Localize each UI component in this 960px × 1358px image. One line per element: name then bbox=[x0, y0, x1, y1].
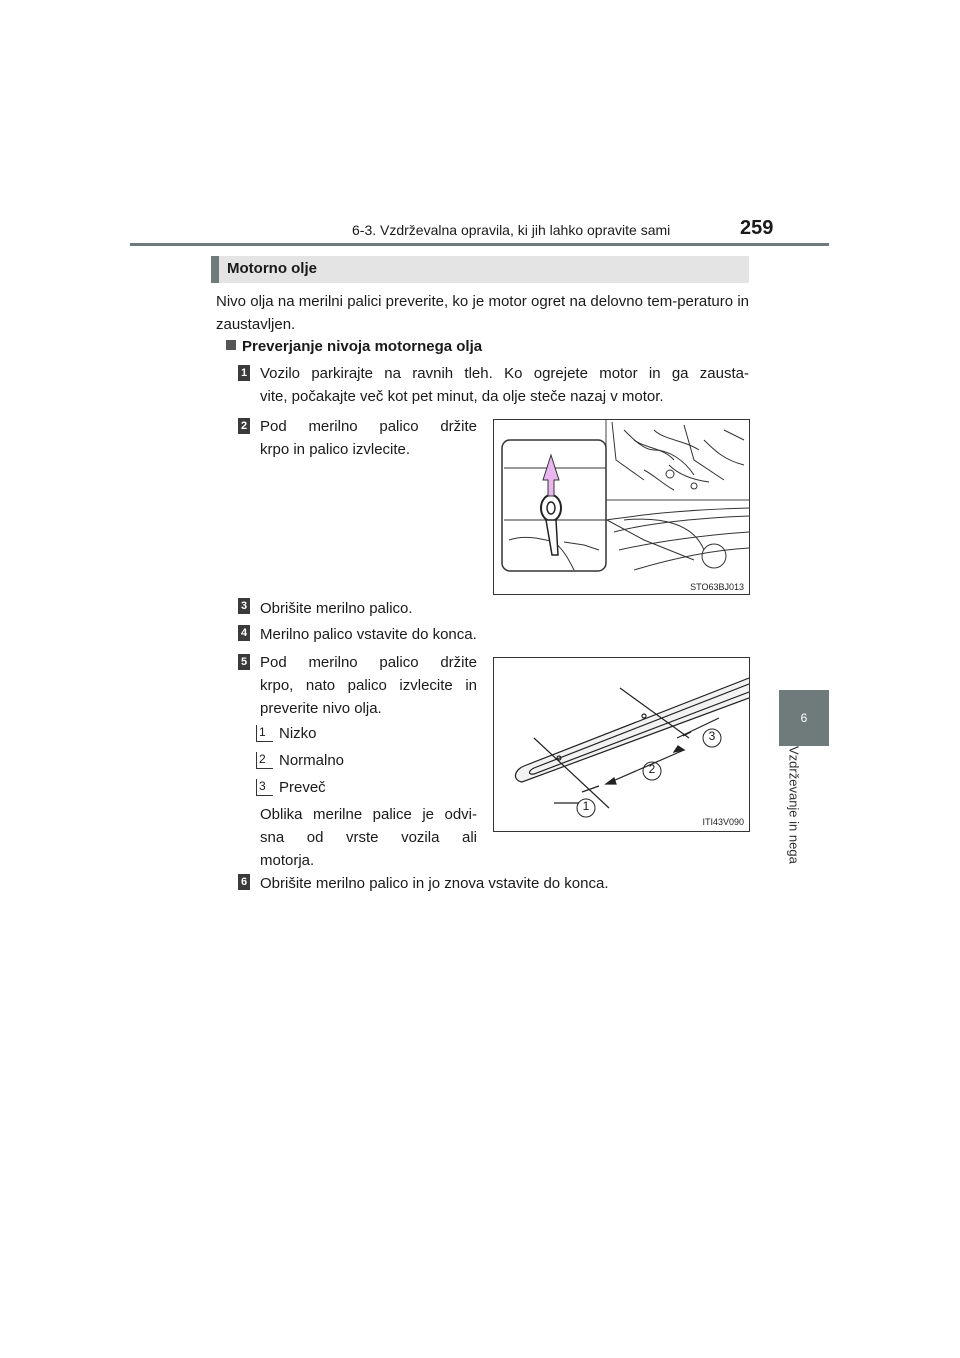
level-label-normal: Normalno bbox=[279, 752, 345, 769]
engine-figure-code: STO63BJ013 bbox=[690, 582, 744, 592]
step-2-line-1: Pod merilno palico držite bbox=[260, 418, 477, 435]
chapter-label-text: Vzdrževanje in nega bbox=[786, 746, 802, 864]
note-line-1: Oblika merilne palice je odvi- bbox=[260, 806, 477, 823]
level-number-2: 2 bbox=[256, 752, 273, 769]
header-rule bbox=[130, 243, 829, 246]
step-number-6: 6 bbox=[238, 874, 250, 890]
step-5-line-2: krpo, nato palico izvlecite in bbox=[260, 677, 477, 694]
step-5-line-3: preverite nivo olja. bbox=[260, 700, 382, 717]
dipstick-figure bbox=[493, 657, 750, 832]
step-5-line-1: Pod merilno palico držite bbox=[260, 654, 477, 671]
section-heading-accent bbox=[211, 256, 219, 283]
level-label-high: Preveč bbox=[279, 779, 326, 796]
step-6-text: Obrišite merilno palico in jo znova vstavite do konca. bbox=[260, 875, 609, 892]
square-bullet-icon bbox=[226, 340, 236, 350]
chapter-number: 6 bbox=[800, 711, 808, 725]
subheading bbox=[226, 338, 482, 355]
dipstick-illustration bbox=[494, 658, 749, 831]
level-number-3: 3 bbox=[256, 779, 273, 796]
step-1-line-1: Vozilo parkirajte na ravnih tleh. Ko ogrejete motor in ga zausta- bbox=[260, 365, 749, 382]
step-number-4: 4 bbox=[238, 625, 250, 641]
step-number-2: 2 bbox=[238, 418, 250, 434]
step-number-1: 1 bbox=[238, 365, 250, 381]
level-number-1: 1 bbox=[256, 725, 273, 742]
subheading-text: Preverjanje nivoja motornega olja bbox=[242, 338, 483, 355]
level-label-low: Nizko bbox=[279, 725, 317, 742]
note-line-2: sna od vrste vozila ali bbox=[260, 829, 477, 846]
chapter-label bbox=[786, 746, 806, 896]
header-section-title: 6-3. Vzdrževalna opravila, ki jih lahko opravite sami bbox=[352, 222, 671, 238]
step-3-text: Obrišite merilno palico. bbox=[260, 600, 413, 617]
step-4-text: Merilno palico vstavite do konca. bbox=[260, 626, 477, 643]
callout-3: 3 bbox=[708, 729, 716, 743]
note-line-3: motorja. bbox=[260, 852, 315, 869]
callout-2: 2 bbox=[648, 762, 656, 776]
step-number-5: 5 bbox=[238, 654, 250, 670]
step-2-line-2: krpo in palico izvlecite. bbox=[260, 441, 411, 458]
callout-1: 1 bbox=[582, 799, 590, 813]
engine-illustration bbox=[494, 420, 749, 594]
engine-figure bbox=[493, 419, 750, 595]
section-title: Motorno olje bbox=[227, 260, 317, 277]
page-number: 259 bbox=[740, 217, 774, 239]
intro-paragraph: Nivo olja na merilni palici preverite, ko je motor ogret na delovno tem-peraturo in zaustavljen. bbox=[216, 293, 749, 333]
step-1-line-2: vite, počakajte več kot pet minut, da olje steče nazaj v motor. bbox=[260, 388, 664, 405]
dipstick-figure-code: ITI43V090 bbox=[702, 817, 744, 827]
step-number-3: 3 bbox=[238, 598, 250, 614]
